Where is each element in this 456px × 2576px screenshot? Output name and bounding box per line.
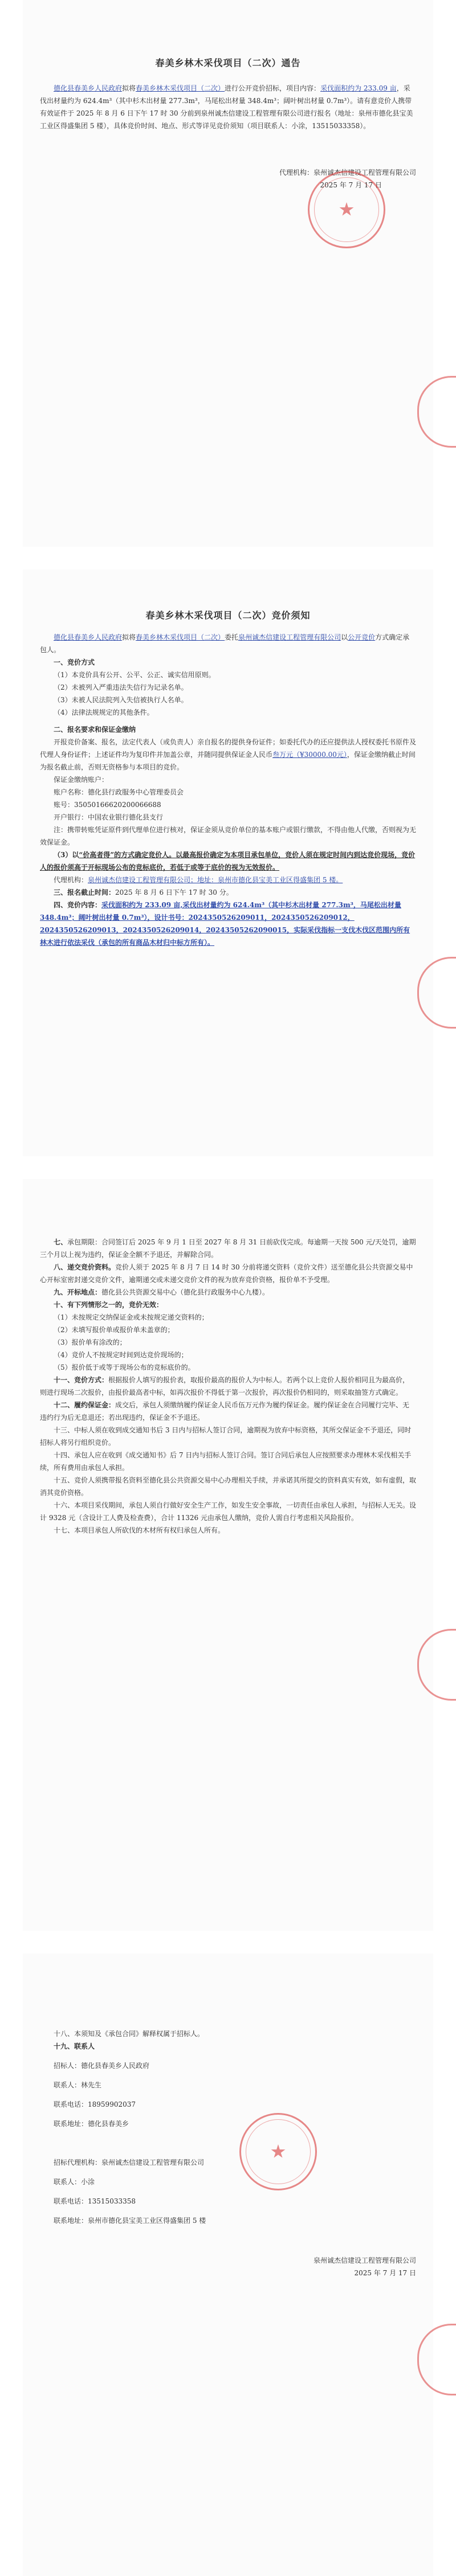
notice-page (23, 0, 433, 547)
deposit-account-line: 账户名称：德化县行政服务中心管理委员会 (54, 788, 184, 796)
addr1-line: 联系地址：德化县春美乡 (54, 2120, 129, 2128)
rules-cont-content (40, 1236, 416, 1537)
section-1-item: （3）未被人民法院列入失信被执行人名单。 (54, 696, 188, 704)
section-18: 十八、本须知及《承包合同》解释权属于招标人。 (54, 2030, 205, 2038)
section-10-item: （1）未按规定交纳保证金或未按规定递交资料的； (54, 1313, 209, 1321)
closing-content (40, 2028, 416, 2279)
section-2-text: 开报竞价备案、报名，法定代表人（或负责人）亲自报名的提供身份证件；如委托代办的还应提供法人授权委托书原件及代理人身份证件；上述证件均为复印件并加盖公章，并随同提供保证金人民币叁万元（¥30000.00元），保证金缴纳截止时间为报名截止前，否则无资格参与本项目的竞价。 (40, 738, 417, 771)
signature-date: 2025 年 7 月 17 日 (354, 2269, 416, 2277)
addr2-line: 联系地址：泉州市德化县宝美工业区得盛集团 5 楼 (54, 2217, 206, 2225)
company-seal (308, 171, 385, 248)
deposit-account-line: 开户银行：中国农业银行德化县支行 (54, 813, 164, 821)
agency-seal (239, 2113, 317, 2190)
section-7: 七、承包期限：合同签订后 2025 年 9 月 1 日至 2027 年 8 月 31 日前砍伐完成。每逾期一天按 500 元/天处罚，逾期三个月以上视为违约，保证金全额不予退还，并解除合同。 (40, 1238, 416, 1259)
section-1-item: （1）本竞价具有公开、公平、公正、诚实信用原则。 (54, 671, 215, 679)
section-10-item: （2）未填写报价单或报价单未盖章的； (54, 1326, 174, 1334)
section-10-item: （4）竞价人不按规定时间到达竞价现场的； (54, 1351, 188, 1359)
notice-content (40, 57, 416, 191)
rules-cont-page (23, 1179, 433, 1931)
closing-page (23, 1953, 433, 2576)
section-17: 十七、本项目承包人所砍伐的木材所有权归承包人所有。 (54, 1526, 225, 1534)
section-10-item: （5）报价低于或等于现场公布的竞标底价的。 (54, 1363, 195, 1371)
phone2-line: 联系电话：13515033358 (54, 2197, 136, 2205)
rules-title: 春美乡林木采伐项目（二次）竞价须知 (145, 610, 311, 621)
notice-tenderer: 德化县春美乡人民政府 (54, 84, 123, 92)
notice-title: 春美乡林木采伐项目（二次）通告 (155, 58, 301, 68)
notice-area: 采伐面积约为 233.09 亩 (320, 84, 397, 92)
tenderer-line: 招标人：德化县春美乡人民政府 (54, 2062, 150, 2070)
section-1-item: （4）法律法规规定的其他条件。 (54, 708, 154, 716)
section-10-item: （3）报价单有涂改的； (54, 1338, 127, 1346)
contact1-line: 联系人：林先生 (54, 2081, 102, 2089)
section-13: 十三、中标人须在收到成交通知书后 3 日内与招标人签订合同，逾期视为放弃中标资格，其所交保证金不予退还，同时招标人将另行组织竞价。 (40, 1426, 412, 1447)
deposit-account-line: 账号：35050166620200066688 (54, 801, 161, 809)
section-8: 八、递交竞价资料。竞价人须于 2025 年 8 月 7 日 14 时 30 分前将递交资料（竞价文件）送至德化县公共资源交易中心开标室密封递交竞价文件，逾期递交或未递交竞价文件的视为放弃竞价资格，报价单不予受理。 (40, 1263, 413, 1284)
section-5: 四、竞价内容：采伐面积约为 233.09 亩,采伐出材量约为 624.4m³（其中杉木出材量 277.3m³，马尾松出材量 348.4m³；阔叶树出材量 0.7m³），设计书号：2024350526209011，2024350526209012，2024350526209013，2024350526209014，20243505262090015，实际采伐指标一支伐木伐区范围内所有林木进行依法采伐（承包的所有商品木材归中标方所有）。 (40, 901, 410, 947)
phone1-line: 联系电话：18959902037 (54, 2100, 136, 2108)
section-19-title: 十九、联系人 (54, 2042, 95, 2050)
section-14: 十四、承包人应在收到《成交通知书》后 7 日内与招标人签订合同。签订合同后承包人应按照要求办理林木采伐相关手续，所有费用由承包人承担。 (40, 1451, 412, 1472)
section-12: 十二、履约保证金：成交后，承包人须缴纳履约保证金人民币伍万元作为履约保证金。履约保证金在合同履行完毕、无违约行为后无息退还；若出现违约，保证金不予退还。 (40, 1401, 410, 1422)
deposit-note: 注：携带转账凭证原件到代理单位进行核对，保证金须从竞价单位的基本账户或银行缴款，不得由他人代缴，否则视为无效保证金。 (40, 826, 417, 846)
section-10-title: 十、有下列情形之一的，竞价无效： (54, 1301, 164, 1309)
section-11: 十一、竞价方式：根据报价人填写的报价表，取报价最高的报价人为中标人。若两个以上竞价人报价相同且为最高价，则进行现场二次报价，由报价最高者中标，如再次报价不得低于第一次报价，再次报价仍相同的，则采取抽签方式确定。 (40, 1376, 410, 1396)
rules-intro: 德化县春美乡人民政府拟将春美乡林木采伐项目（二次）委托泉州诚杰信建设工程管理有限公司以公开竞价方式确定承包人。 (40, 633, 410, 654)
section-2-title: 二、报名要求和保证金缴纳 (54, 726, 136, 734)
rules-page (23, 570, 433, 1156)
deposit-amount: 叁万元（¥30000.00元） (272, 751, 347, 759)
notice-date: 2025 年 7 月 17 日 (320, 181, 382, 189)
notice-body: 德化县春美乡人民政府拟将春美乡林木采伐项目（二次）进行公开竞价招标，项目内容：采伐面积约为 233.09 亩，采伐出材量约为 624.4m³（其中杉木出材量 277.3m³，马尾松出材量 348.4m³；阔叶树出材量 0.7m³）。请有意竞价人携带有效证件于 2025 年 8 月 6 日下午 17 时 30 分前到泉州诚杰信建设工程管理有限公司进行报名（地址：泉州市德化县宝美工业区得盛集团 5 楼），具体竞价时间、地点、形式等详见竞价须知（项目联系人：小涂，13515033358）。 (40, 84, 413, 130)
notice-project: 春美乡林木采伐项目（二次） (136, 84, 225, 92)
agent-line: 招标代理机构：泉州诚杰信建设工程管理有限公司 (54, 2159, 205, 2167)
section-1-title: 一、竞价方式 (54, 658, 95, 666)
signature-org: 泉州诚杰信建设工程管理有限公司 (313, 2256, 416, 2264)
rules-content (40, 609, 416, 949)
section-16: 十六、本项目采伐期间，承包人须自行做好安全生产工作，如发生安全事故，一切责任由承包人承担，与招标人无关。设计 9328 元（含设计工人费及检查费），合计 11326 元由承包人缴纳，竞价人需自行考虑相关风险报价。 (40, 1501, 417, 1522)
section-15: 十五、竞价人须携带报名资料至德化县公共资源交易中心办理相关手续，并承诺其所提交的资料真实有效，如有虚假，取消其竞价资格。 (40, 1476, 417, 1497)
notice-agent: 代理机构：泉州诚杰信建设工程管理有限公司 (279, 169, 416, 177)
section-1-item: （2）未被列入严重违法失信行为记录名单。 (54, 683, 188, 691)
section-3: （3）以“价高者得”的方式确定竞价人。以最高报价确定为本项目承包单位，竞价人须在规定时间内到达竞价现场，竞价人的报价须高于开标现场公布的竞标底价，若低于或等于底价的视为无效报价。 (40, 851, 416, 871)
section-4: 三、报名截止时间：2025 年 8 月 6 日下午 17 时 30 分。 (54, 888, 233, 896)
section-3-agent: 代理机构：泉州诚杰信建设工程管理有限公司；地址：泉州市德化县宝美工业区得盛集团 5 楼。 (54, 876, 343, 884)
section-9: 九、开标地点：德化县公共资源交易中心（德化县行政服务中心九楼）。 (54, 1288, 270, 1296)
contact2-line: 联系人：小涂 (54, 2178, 95, 2186)
deposit-account-title: 保证金缴纳账户： (54, 776, 109, 784)
